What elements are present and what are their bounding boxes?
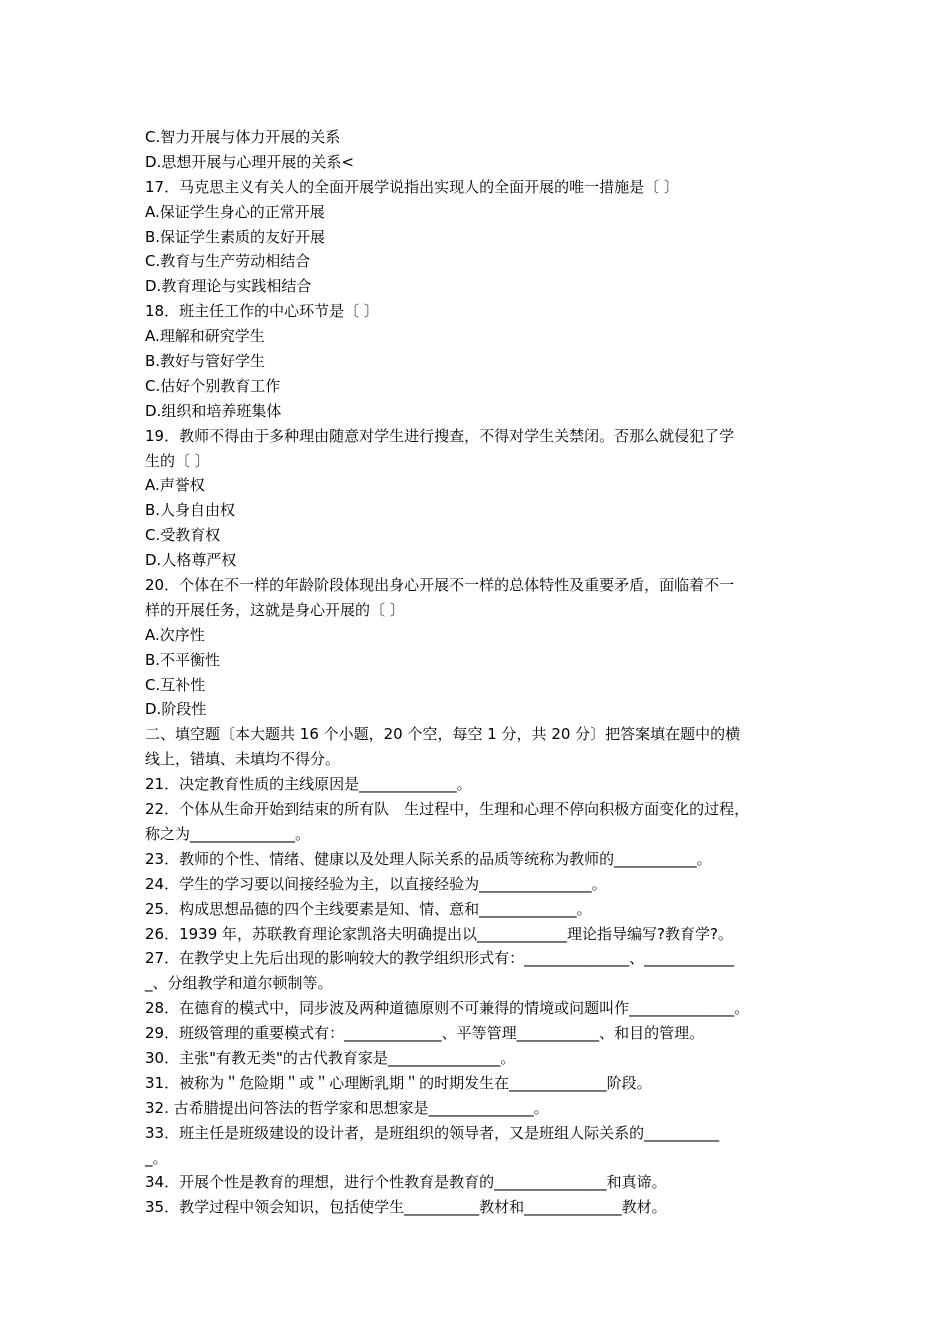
text-line: 19．教师不得由于多种理由随意对学生进行搜查，不得对学生关禁闭。否那么就侵犯了学 — [145, 426, 735, 445]
text-line: B.不平衡性 — [145, 650, 221, 669]
text-line: B.教好与管好学生 — [145, 352, 266, 371]
text-line: B.保证学生素质的友好开展 — [145, 227, 326, 246]
text-line: 20．个体在不一样的年龄阶段体现出身心开展不一样的总体特性及重要矛盾，面临着不一 — [145, 576, 735, 595]
text-line: 线上，错填、未填均不得分。 — [145, 750, 341, 769]
text-line: A.保证学生身心的正常开展 — [145, 202, 325, 221]
text-line: 31．被称为＂危险期＂或＂心理断乳期＂的时期发生在_____________阶段。 — [145, 1073, 652, 1092]
text-line: C.智力开展与体力开展的关系 — [145, 128, 341, 146]
text-line: 24．学生的学习要以间接经验为主，以直接经验为_______________。 — [145, 874, 607, 893]
text-line: _。 — [145, 1148, 168, 1167]
text-line: D.人格尊严权 — [145, 551, 237, 570]
text-line: 26．1939 年，苏联教育理论家凯洛夫明确提出以____________理论指导编写?教育学?。 — [145, 924, 733, 943]
text-line: 18．班主任工作的中心环节是〔 〕 — [145, 302, 379, 321]
text-line: 23．教师的个性、情绪、健康以及处理人际关系的品质等统称为教师的___________。 — [145, 849, 712, 868]
text-line: C.受教育权 — [145, 526, 221, 545]
text-line: D.阶段性 — [145, 700, 207, 719]
text-line: 二、填空题〔本大题共 16 个小题，20 个空，每空 1 分，共 20 分〕把答案填在题中的横 — [145, 725, 741, 744]
text-line: 29．班级管理的重要模式有：_____________、平等管理___________、和目的管理。 — [145, 1024, 705, 1043]
text-line: _、分组教学和道尔顿制等。 — [145, 974, 333, 993]
text-line: 32. 古希腊提出问答法的哲学家和思想家是______________。 — [145, 1098, 549, 1117]
text-line: 34．开展个性是教育的理想，进行个性教育是教育的_______________和真谛。 — [145, 1173, 667, 1192]
document-page — [145, 125, 825, 1220]
text-line: A.次序性 — [145, 625, 205, 644]
text-line: C.教育与生产劳动相结合 — [145, 252, 311, 271]
text-line: D.思想开展与心理开展的关系< — [145, 152, 354, 171]
text-line: 35．教学过程中领会知识，包括使学生__________教材和_____________教材。 — [145, 1198, 667, 1217]
text-line: 17．马克思主义有关人的全面开展学说指出实现人的全面开展的唯一措施是〔 〕 — [145, 177, 679, 196]
text-line: 21．决定教育性质的主线原因是_____________。 — [145, 775, 472, 794]
text-line: 30．主张"有教无类"的古代教育家是_______________。 — [145, 1048, 516, 1067]
text-line: 28．在德育的模式中，同步波及两种道德原则不可兼得的情境或问题叫作______________。 — [145, 999, 750, 1018]
text-line: 生的〔 〕 — [145, 451, 210, 470]
text-line: 样的开展任务，这就是身心开展的〔 〕 — [145, 600, 405, 619]
text-line: 27．在教学史上先后出现的影响较大的教学组织形式有：______________、____________ — [145, 949, 735, 968]
text-line: D.组织和培养班集体 — [145, 401, 282, 420]
text-line: D.教育理论与实践相结合 — [145, 277, 312, 296]
text-line: 22．个体从生命开始到结束的所有队 生过程中，生理和心理不停向积极方面变化的过程， — [145, 800, 750, 819]
text-line: 33．班主任是班级建设的设计者，是班组织的领导者，又是班组人际关系的__________ — [145, 1123, 720, 1142]
text-line: A.声誉权 — [145, 476, 205, 495]
text-line: C.互补性 — [145, 675, 206, 694]
text-line: A.理解和研究学生 — [145, 327, 265, 346]
text-line: B.人身自由权 — [145, 501, 236, 520]
text-line: C.估好个别教育工作 — [145, 376, 281, 395]
text-line: 称之为______________。 — [145, 824, 311, 843]
text-line: 25．构成思想品德的四个主线要素是知、情、意和_____________。 — [145, 899, 592, 918]
